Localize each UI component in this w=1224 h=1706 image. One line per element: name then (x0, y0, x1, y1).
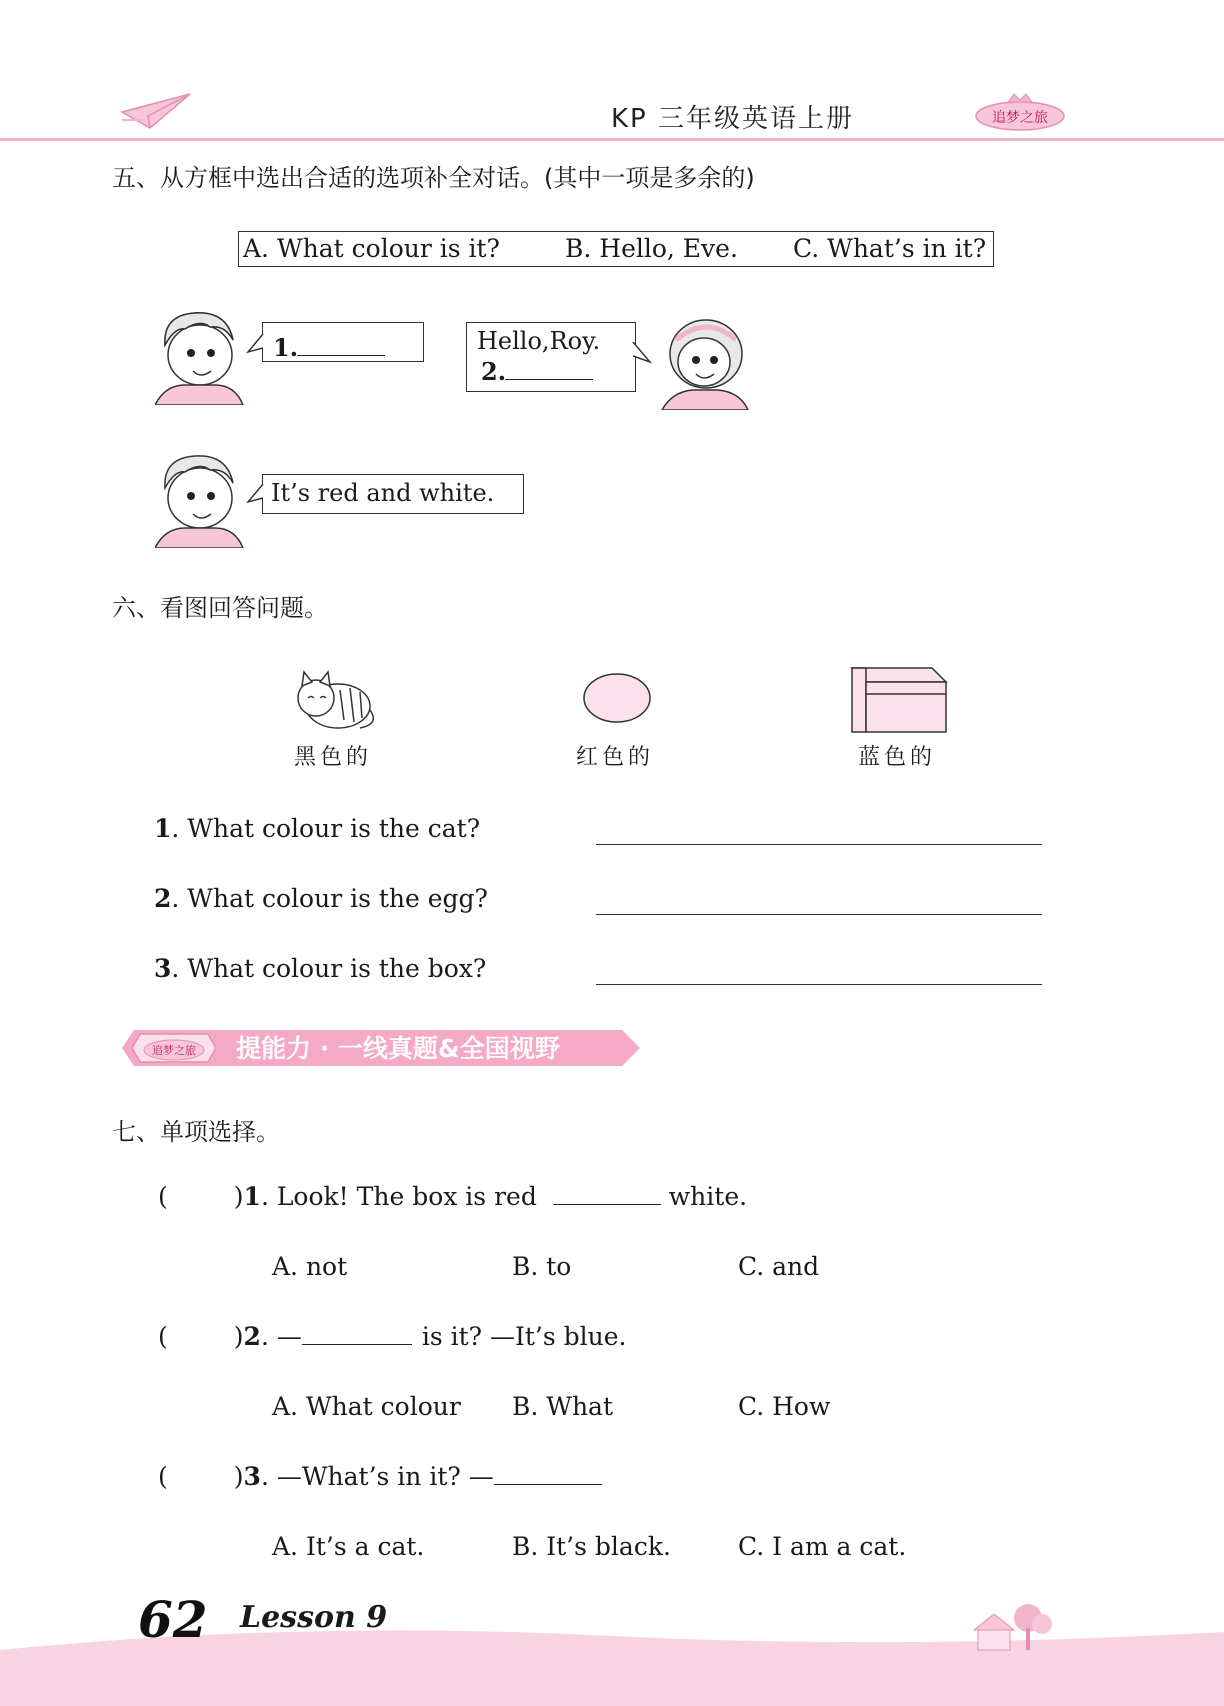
option-a[interactable]: A. It’s a cat. (272, 1532, 425, 1561)
question-2 (154, 884, 488, 913)
logo-badge (972, 92, 1068, 132)
label-egg-color: 红色的 (576, 745, 655, 770)
option-b[interactable]: B. to (512, 1252, 572, 1281)
section6-title: 六、看图回答问题。 (112, 594, 328, 622)
item-number: 3 (243, 1462, 261, 1491)
answer-line-3[interactable] (596, 984, 1042, 985)
option-b: B. Hello, Eve. (565, 234, 738, 263)
option-a[interactable]: A. not (272, 1252, 348, 1281)
label-cat-color: 黑色的 (294, 745, 373, 770)
logo-text: 追梦之旅 (992, 110, 1048, 126)
section7-title: 七、单项选择。 (112, 1118, 280, 1146)
speech-bubble-1 (262, 322, 424, 362)
item-blank[interactable] (302, 1324, 412, 1345)
bubble2-blank[interactable] (505, 355, 593, 380)
speech-bubble-3 (262, 474, 524, 514)
question-text: . What colour is the egg? (171, 884, 488, 913)
options-box (238, 231, 994, 267)
page-number: 62 (138, 1590, 208, 1649)
girl-illustration (658, 310, 750, 410)
item-text-after: is it? —It’s blue. (421, 1322, 627, 1351)
speech-bubble-2 (466, 322, 636, 392)
bubble-tail (632, 340, 652, 366)
house-tree-icon (968, 1600, 1058, 1652)
item-number: 1 (243, 1182, 261, 1211)
answer-paren-open[interactable]: ( (158, 1322, 168, 1351)
answer-paren-open[interactable]: ( (158, 1462, 168, 1491)
item-blank[interactable] (494, 1464, 602, 1485)
answer-line-1[interactable] (596, 844, 1042, 845)
option-a[interactable]: A. What colour (272, 1392, 461, 1421)
paper-plane-icon (120, 90, 192, 130)
mc-item-1 (158, 1182, 747, 1211)
bubble2-number: 2. (481, 357, 507, 386)
bubble-tail (246, 332, 264, 358)
answer-paren-close: ) (233, 1322, 244, 1351)
item-text-before: . — (260, 1322, 302, 1351)
bubble2-greeting: Hello,Roy. (477, 327, 601, 355)
option-c[interactable]: C. I am a cat. (738, 1532, 907, 1561)
question-number: 1 (154, 814, 172, 843)
answer-paren-close: ) (233, 1182, 244, 1211)
bubble1-blank[interactable] (297, 331, 385, 356)
option-b[interactable]: B. It’s black. (512, 1532, 671, 1561)
mc-item-2 (158, 1322, 627, 1351)
item-blank[interactable] (553, 1184, 661, 1205)
option-c[interactable]: C. How (738, 1392, 831, 1421)
question-number: 2 (154, 884, 172, 913)
item-text-before: . —What’s in it? — (260, 1462, 494, 1491)
question-number: 3 (154, 954, 172, 983)
answer-paren-close: ) (233, 1462, 244, 1491)
question-text: . What colour is the box? (171, 954, 487, 983)
option-c[interactable]: C. and (738, 1252, 820, 1281)
header-title: KP 三年级英语上册 (611, 104, 854, 134)
option-b[interactable]: B. What (512, 1392, 614, 1421)
option-a: A. What colour is it? (243, 234, 500, 263)
answer-line-2[interactable] (596, 914, 1042, 915)
header-divider (0, 138, 1224, 141)
box-illustration (850, 666, 948, 734)
mc-item-3 (158, 1462, 602, 1491)
section5-title: 五、从方框中选出合适的选项补全对话。(其中一项是多余的) (112, 164, 755, 192)
egg-illustration (582, 672, 652, 724)
question-1 (154, 814, 480, 843)
label-box-color: 蓝色的 (858, 745, 937, 770)
answer-paren-open[interactable]: ( (158, 1182, 168, 1211)
banner-logo-text: 追梦之旅 (152, 1044, 196, 1057)
boy-illustration (155, 305, 245, 405)
item-text-before: . Look! The box is red (260, 1182, 537, 1211)
lesson-label: Lesson 9 (240, 1600, 388, 1635)
banner-text: 提能力 · 一线真题&全国视野 (236, 1034, 560, 1063)
section-banner (112, 1028, 642, 1068)
item-number: 2 (243, 1322, 261, 1351)
item-text-after: white. (668, 1182, 748, 1211)
cat-illustration (290, 670, 374, 732)
boy-illustration (155, 448, 245, 548)
option-c: C. What’s in it? (793, 234, 987, 263)
bubble-tail (246, 482, 264, 508)
bubble3-text: It’s red and white. (271, 479, 495, 507)
bubble1-number: 1. (273, 333, 299, 362)
question-text: . What colour is the cat? (171, 814, 481, 843)
question-3 (154, 954, 486, 983)
